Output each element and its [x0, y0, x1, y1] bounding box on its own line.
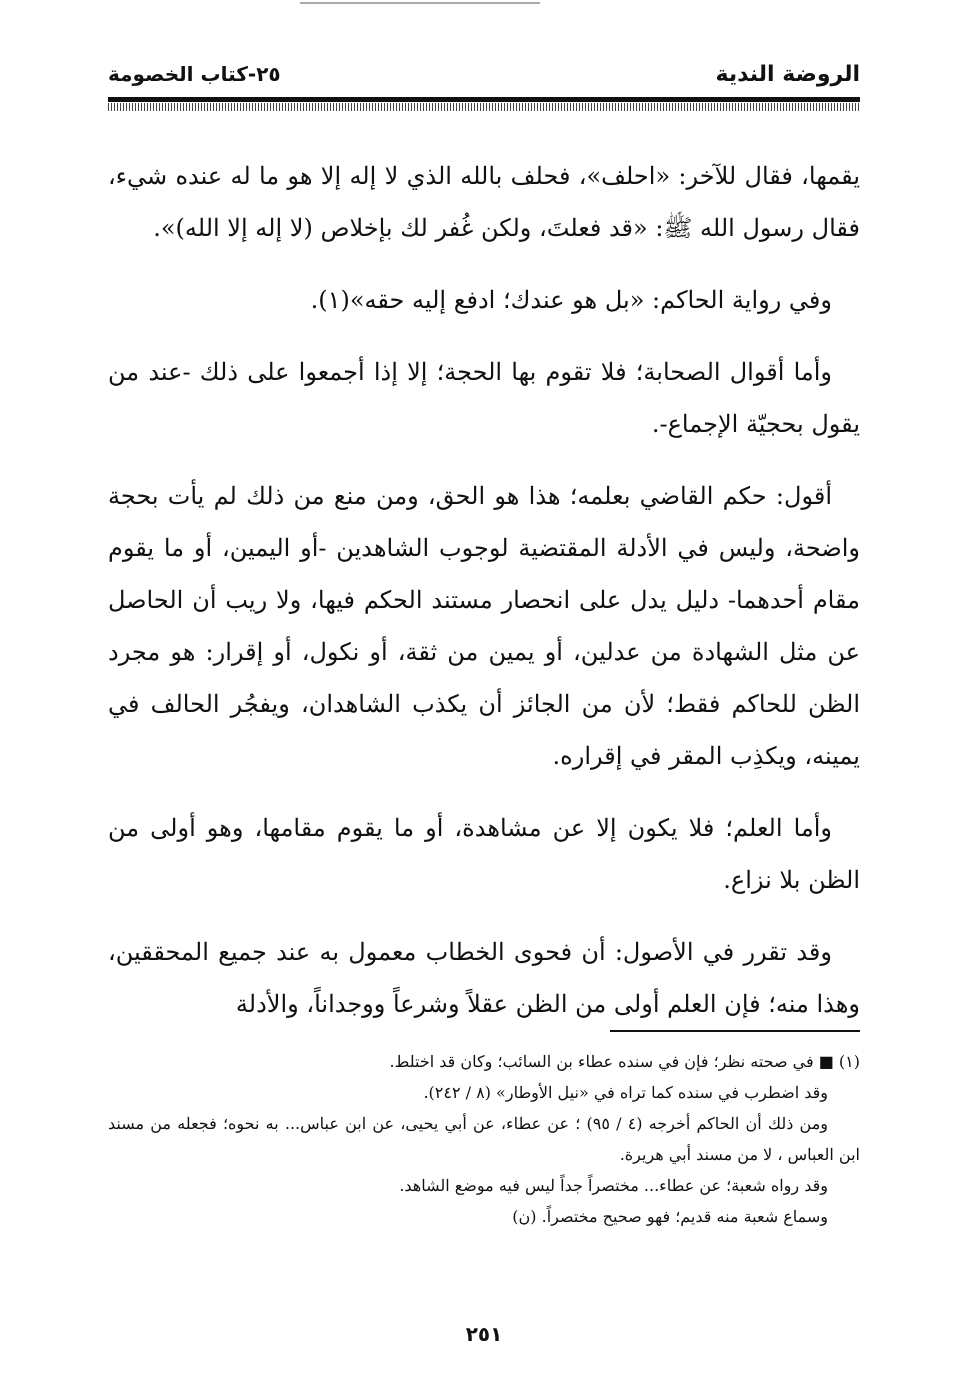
paragraph-6: وقد تقرر في الأصول: أن فحوى الخطاب معمول به عند جميع المحققين، وهذا منه؛ فإن العلم أولى من الظن عقلاً وشرعاً ووجداناً، والأدلة	[108, 938, 860, 1018]
paragraph-1: يقمها، فقال للآخر: «احلف»، فحلف بالله الذي لا إله إلا هو ما له عنده شيء، فقال رسول الله ﷺ: «قد فعلتَ، ولكن غُفر لك بإخلاص (لا إله إلا الله)».	[108, 162, 860, 242]
footnote-line-5: وسماع شعبة منه قديم؛ فهو صحيح مختصراً. (ن)	[512, 1207, 828, 1226]
top-edge-mark	[300, 2, 540, 9]
paragraph-5: وأما العلم؛ فلا يكون إلا عن مشاهدة، أو ما يقوم مقامها، وهو أولى من الظن بلا نزاع.	[108, 814, 860, 894]
header-hatch-rule	[108, 103, 860, 111]
running-header	[108, 62, 860, 98]
footnotes	[108, 1046, 860, 1232]
footnote-separator	[610, 1030, 860, 1032]
footnote-line-4: وقد رواه شعبة؛ عن عطاء... مختصراً جداً ليس فيه موضع الشاهد.	[399, 1176, 828, 1195]
footnote-line-3: ومن ذلك أن الحاكم أخرجه (٤ / ٩٥) ؛ عن عطاء، عن أبي يحيى، عن ابن عباس... به نحوه؛ فجعله من مسند ابن العباس ، لا من مسند أبي هريرة.	[108, 1114, 860, 1164]
page-number: ٢٥١	[465, 1322, 503, 1346]
chapter-title: ٢٥-كتاب الخصومة	[108, 62, 281, 86]
footnote-1: (١) ■ في صحته نظر؛ فإن في سنده عطاء بن السائب؛ وكان قد اختلط.	[389, 1052, 860, 1071]
paragraph-4: أقول: حكم القاضي بعلمه؛ هذا هو الحق، ومن منع من ذلك لم يأت بحجة واضحة، وليس في الأدلة المقتضية لوجوب الشاهدين -أو اليمين، أو ما يقوم مقام أحدهما- دليل يدل على انحصار مستند الحكم فيها، ولا ريب أن الحاصل عن مثل الشهادة من عدلين، أو يمين من ثقة، أو نكول، أو إقرار: هو مجرد الظن للحاكم فقط؛ لأن من الجائز أن يكذب الشاهدان، ويفجُر الحالف في يمينه، ويكذِب المقر في إقراره.	[108, 482, 861, 770]
book-title: الروضة الندية	[715, 62, 860, 87]
footnote-line-2: وقد اضطرب في سنده كما تراه في «نيل الأوطار» (٨ / ٢٤٢).	[423, 1083, 828, 1102]
main-text	[108, 150, 860, 1050]
header-rule	[108, 97, 860, 102]
paragraph-2: وفي رواية الحاكم: «بل هو عندك؛ ادفع إليه حقه»(١).	[310, 286, 832, 314]
paragraph-3: وأما أقوال الصحابة؛ فلا تقوم بها الحجة؛ إلا إذا أجمعوا على ذلك -عند من يقول بحجيّة الإجماع-.	[108, 358, 860, 438]
